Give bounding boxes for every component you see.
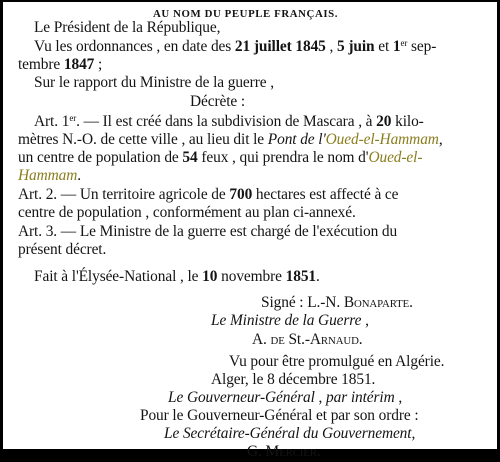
signature-ministre-title: Le Ministre de la Guerre , bbox=[211, 312, 369, 329]
preamble-president: Le Président de la République, bbox=[34, 19, 221, 36]
article-1-line-4: Hammam. bbox=[18, 167, 81, 184]
gouverneur-general-title: Le Gouverneur-Général , par intérim , bbox=[168, 389, 403, 406]
preamble-ordonnances: Vu les ordonnances , en date des 21 juillet 1845 , 5 juin et 1er sep- bbox=[34, 38, 437, 55]
article-2-line-1: Art. 2. — Un territoire agricole de 700 hectares est affecté à ce bbox=[18, 186, 399, 203]
decrete-heading: Décrète : bbox=[190, 93, 246, 110]
decree-date: Fait à l'Élysée-National , le 10 novembre 1851. bbox=[34, 268, 320, 285]
alger-date: Alger, le 8 décembre 1851. bbox=[211, 371, 376, 388]
article-1-line-1: Art. 1er. — Il est créé dans la subdivision de Mascara , à 20 kilo- bbox=[34, 113, 424, 130]
article-3-line-1: Art. 3. — Le Ministre de la guerre est chargé de l'exécution du bbox=[18, 223, 398, 240]
article-2-line-2: centre de population , conformément au plan ci-annexé. bbox=[18, 204, 356, 221]
signature-bonaparte: Signé : L.-N. BONAPARTE. bbox=[261, 294, 413, 311]
pour-ordre-line: Pour le Gouverneur-Général et par son ordre : bbox=[140, 407, 419, 424]
article-3-line-2: présent décret. bbox=[18, 241, 107, 258]
signature-arnaud: A. DE St.-ARNAUD. bbox=[252, 331, 363, 348]
decree-page bbox=[3, 2, 497, 460]
preamble-rapport: Sur le rapport du Ministre de la guerre , bbox=[34, 74, 274, 91]
promulgation-note: Vu pour être promulgué en Algérie. bbox=[229, 353, 445, 370]
signature-mercier: G. MERCIER. bbox=[247, 443, 321, 460]
decree-header: AU NOM DU PEUPLE FRANÇAIS. bbox=[153, 8, 339, 20]
article-1-line-3: un centre de population de 54 feux , qui prendra le nom d'Oued-el- bbox=[18, 149, 423, 166]
secretaire-general-title: Le Secrétaire-Général du Gouvernement, bbox=[164, 425, 416, 442]
preamble-ordonnances-cont: tembre 1847 ; bbox=[18, 56, 103, 73]
article-1-line-2: mètres N.-O. de cette ville , au lieu dit le Pont de l'Oued-el-Hammam, bbox=[18, 131, 443, 148]
